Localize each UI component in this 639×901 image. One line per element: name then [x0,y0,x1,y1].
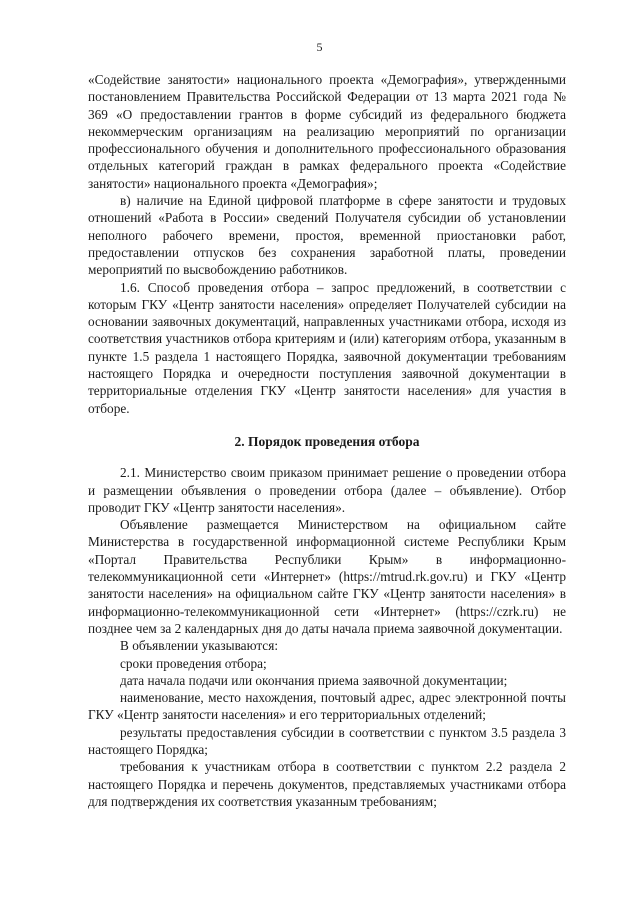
paragraph: В объявлении указываются: [120,638,279,654]
list-item: сроки проведения отбора; [120,655,267,671]
section-heading: 2. Порядок проведения отбора [234,433,420,449]
paragraph: в) наличие на Единой цифровой платформе в сфере занятости и трудовых отношений «Работа в России» сведений Получателя субсидии об установлении неполного рабочего времени, простоя, временной приостановки работ, предоставлении отпусков без сохранения заработной платы, проведении мероприятий по высвобождению работников. [88,193,566,278]
paragraph: 2.1. Министерство своим приказом принимает решение о проведении отбора и размещении объявления о проведении отбора (далее – объявление). Отбор проводит ГКУ «Центр занятости населения». [88,465,566,515]
paragraph: 1.6. Способ проведения отбора – запрос предложений, в соответствии с которым ГКУ «Центр занятости населения» определяет Получателей субсидии на основании заявочных документаций, направленных участниками отбора, исходя из соответствия участников отбора критериям и (или) категориям отбора, указанным в пункте 1.5 раздела 1 настоящего Порядка, заявочной документации требованиям настоящего Порядка и очередности поступления заявочной документации в территориальные отделения ГКУ «Центр занятости населения» для участия в отборе. [88,279,566,416]
page-number: 5 [316,40,323,54]
list-item: наименование, место нахождения, почтовый адрес, адрес электронной почты ГКУ «Центр занятости населения» и его территориальных отделений; [88,690,566,723]
list-item: дата начала подачи или окончания приема заявочной документации; [120,672,508,688]
document-body [88,71,566,810]
list-item: результаты предоставления субсидии в соответствии с пунктом 3.5 раздела 3 настоящего Порядка; [88,724,566,757]
paragraph: Объявление размещается Министерством на официальном сайте Министерства в государственной информационной системе Республики Крым «Портал Правительства Республики Крым» в информационно-телекоммуникационной сети «Интернет» (https://mtrud.rk.gov.ru) и ГКУ «Центр занятости населения» на официальном сайте ГКУ «Центр занятости населения» в информационно-телекоммуникационной сети «Интернет» (https://czrk.ru) не позднее чем за 2 календарных дня до даты начала приема заявочной документации. [88,517,566,636]
list-item: требования к участникам отбора в соответствии с пунктом 2.2 раздела 2 настоящего Порядка и перечень документов, представляемых участниками отбора для подтверждения их соответствия указанным требованиям; [88,759,566,809]
paragraph: «Содействие занятости» национального проекта «Демография», утвержденными постановлением Правительства Российской Федерации от 13 марта 2021 года № 369 «О предоставлении грантов в форме субсидий из федерального бюджета некоммерческим организациям на реализацию мероприятий по организации профессионального обучения и дополнительного профессионального образования отдельных категорий граждан в рамках федерального проекта «Содействие занятости» национального проекта «Демография»; [88,72,566,191]
